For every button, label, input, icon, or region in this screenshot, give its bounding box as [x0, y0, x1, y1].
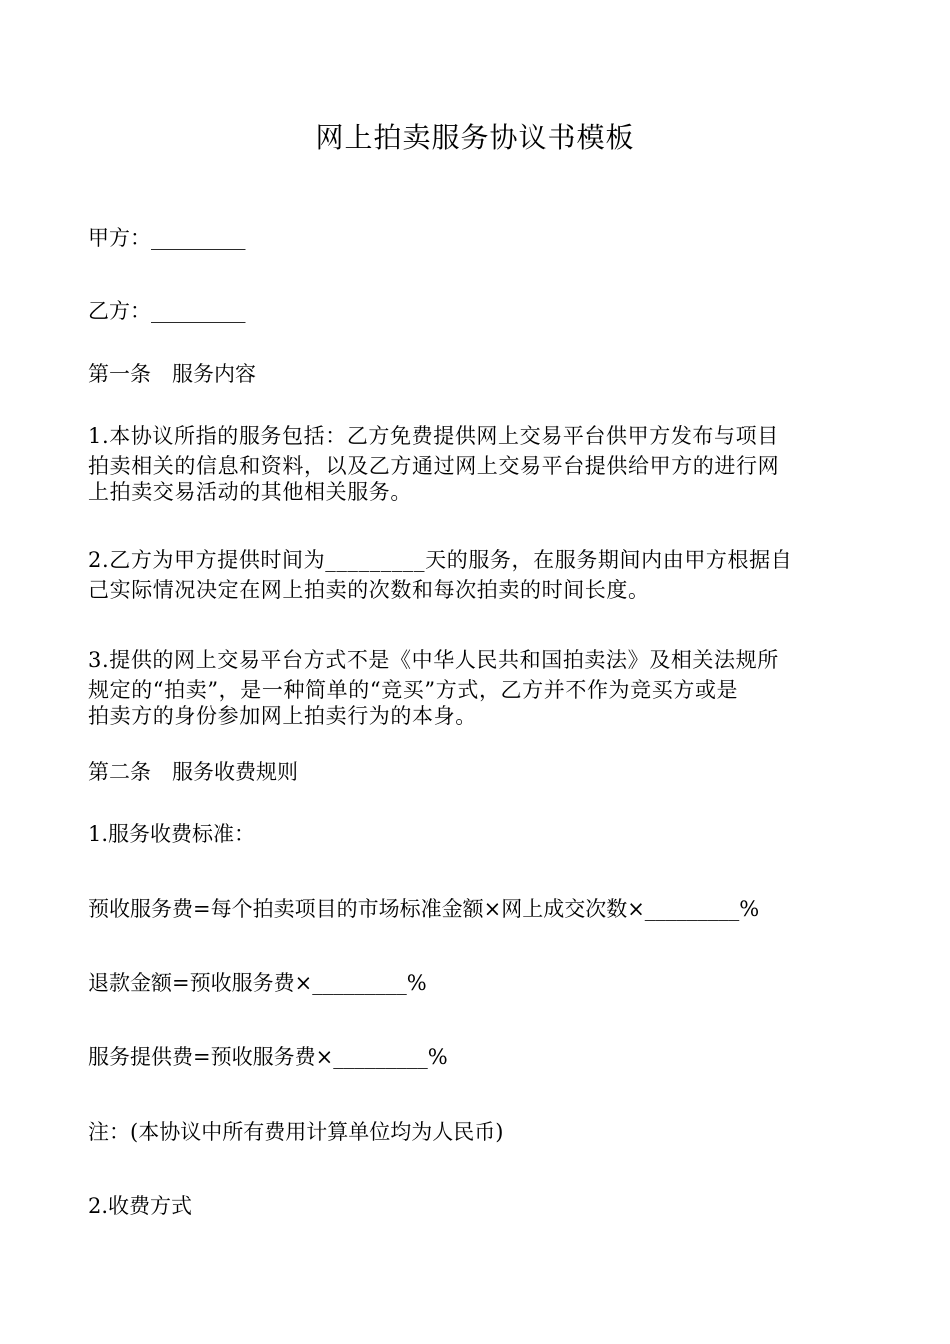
fee-note: 注：(本协议中所有费用计算单位均为人民币)	[88, 1120, 504, 1144]
document-title: 网上拍卖服务协议书模板	[315, 121, 635, 154]
article1-item1-line2: 拍卖相关的信息和资料，以及乙方通过网上交易平台提供给甲方的进行网	[88, 454, 780, 478]
article1-item1-line3: 上拍卖交易活动的其他相关服务。	[88, 480, 412, 504]
formula-service-fee: 服务提供费=预收服务费×_________%	[88, 1045, 448, 1069]
article1-item3-line1: 3.提供的网上交易平台方式不是《中华人民共和国拍卖法》及相关法规所	[88, 648, 779, 672]
article1-item2-line2: 己实际情况决定在网上拍卖的次数和每次拍卖的时间长度。	[88, 578, 650, 602]
article1-heading: 第一条 服务内容	[88, 362, 256, 386]
article2-item1: 1.服务收费标准：	[88, 822, 256, 846]
article1-item3-paragraph	[88, 645, 863, 731]
article1-item3-line3: 拍卖方的身份参加网上拍卖行为的本身。	[88, 704, 477, 728]
formula-refund-amount: 退款金额=预收服务费×_________%	[88, 971, 427, 995]
article1-item2-line1: 2.乙方为甲方提供时间为_________天的服务，在服务期间内由甲方根据自	[88, 548, 793, 572]
article2-item2: 2.收费方式	[88, 1194, 193, 1218]
party-a-line: 甲方：_________	[88, 226, 246, 250]
article2-heading: 第二条 服务收费规则	[88, 760, 298, 784]
article1-item1-line1: 1.本协议所指的服务包括：乙方免费提供网上交易平台供甲方发布与项目	[88, 424, 779, 448]
formula-prepaid-fee: 预收服务费=每个拍卖项目的市场标准金额×网上成交次数×_________%	[88, 897, 760, 921]
party-b-line: 乙方：_________	[88, 299, 246, 323]
article1-item2-paragraph	[88, 545, 863, 605]
article1-item3-line2: 规定的“拍卖”，是一种简单的“竞买”方式，乙方并不作为竞买方或是	[88, 678, 739, 702]
article1-item1-paragraph	[88, 421, 863, 507]
